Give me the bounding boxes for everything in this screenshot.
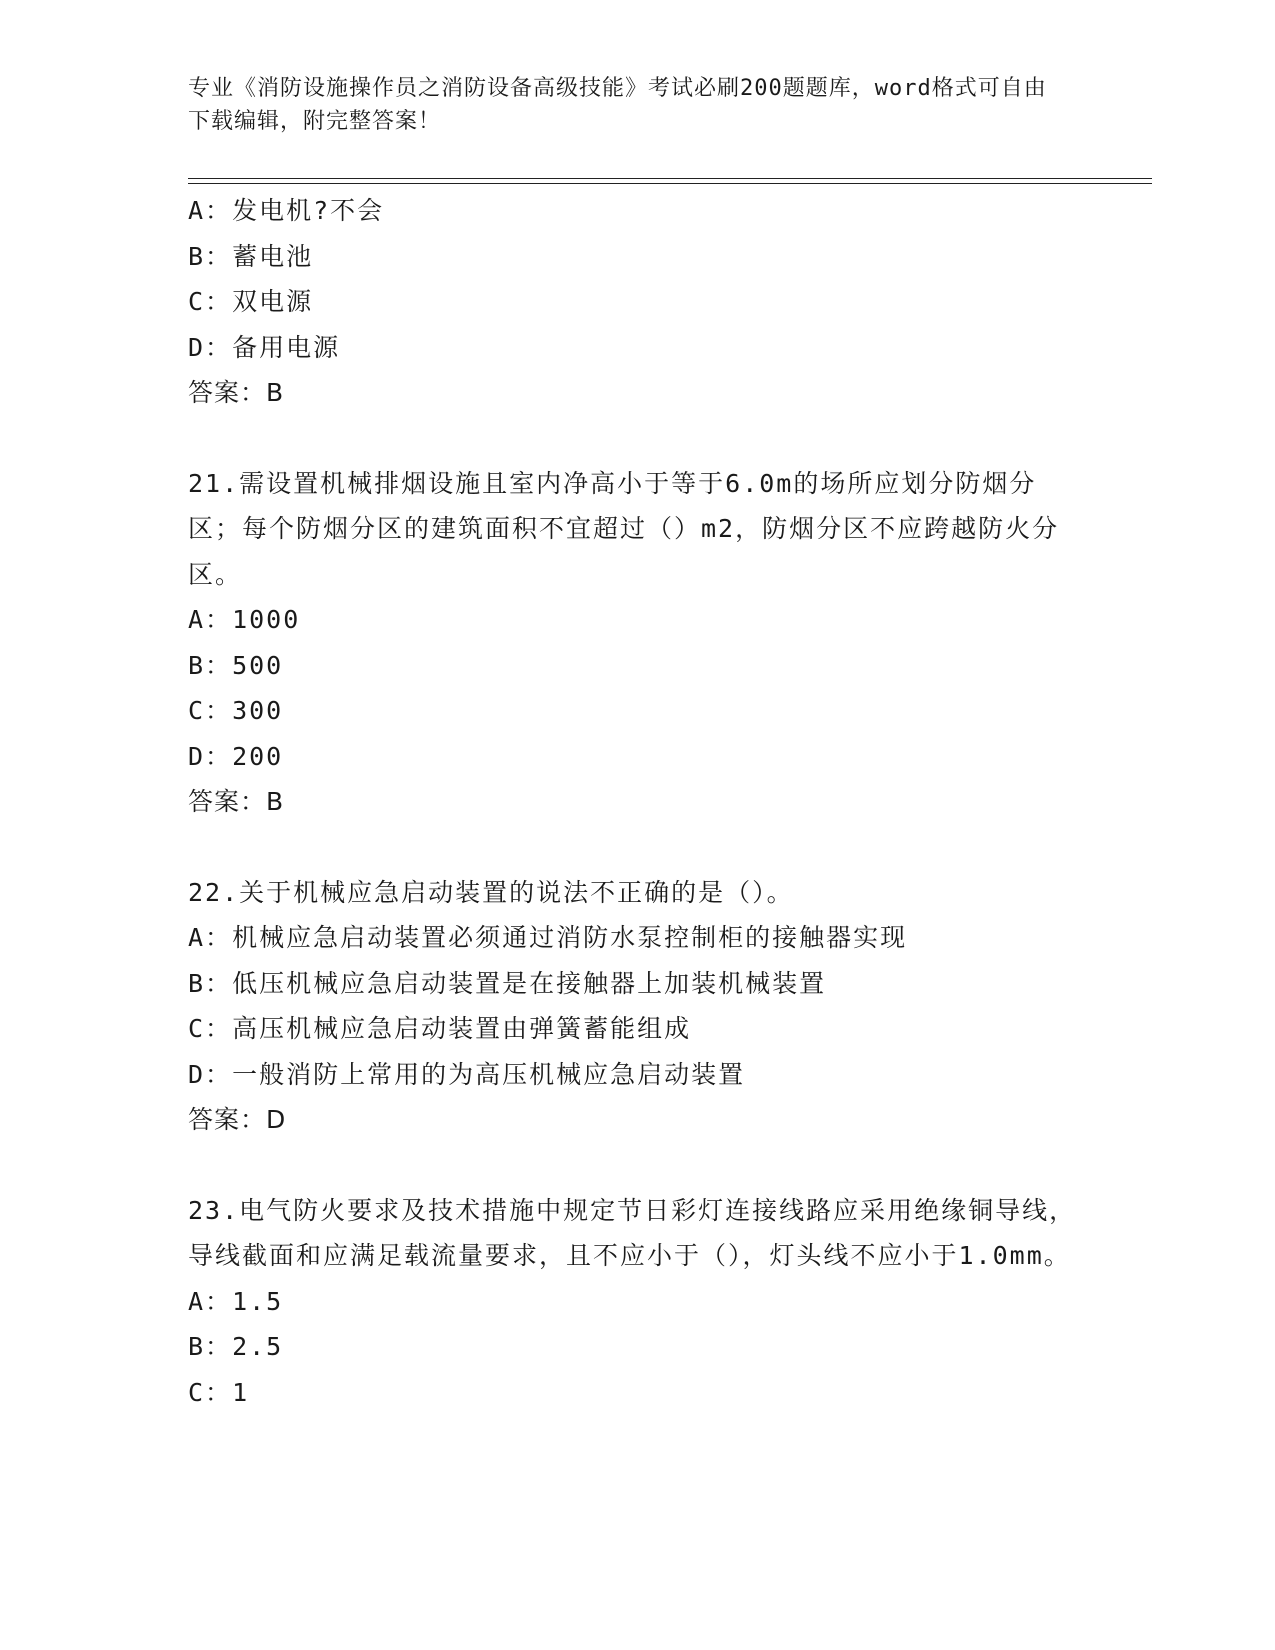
option-label: A： xyxy=(188,605,233,634)
option-label: D： xyxy=(188,332,233,362)
option-text: 一般消防上常用的为高压机械应急启动装置 xyxy=(232,1059,746,1089)
option-label: B： xyxy=(188,1332,233,1361)
document-header: 专业《消防设施操作员之消防设备高级技能》考试必刷200题题库，word格式可自由下载编辑，附完整答案！ xyxy=(188,76,1047,134)
question-20 xyxy=(188,188,1078,416)
option-label: B： xyxy=(188,968,233,998)
option-d xyxy=(188,325,1078,371)
option-text: 1 xyxy=(232,1377,250,1407)
option-text: 蓄电池 xyxy=(232,241,314,271)
option-label: C： xyxy=(188,287,233,316)
option-b xyxy=(188,961,1078,1007)
question-22 xyxy=(188,870,1078,1143)
option-text: 备用电源 xyxy=(232,332,341,362)
option-a xyxy=(188,915,1078,961)
option-c xyxy=(188,1370,1078,1416)
option-c xyxy=(188,688,1078,734)
option-label: A： xyxy=(188,923,233,952)
option-b xyxy=(188,1324,1078,1370)
spacer xyxy=(188,1143,1078,1188)
option-text: 300 xyxy=(232,696,284,725)
option-text: 高压机械应急启动装置由弹簧蓄能组成 xyxy=(232,1014,692,1043)
question-stem: 22.关于机械应急启动装置的说法不正确的是（）。 xyxy=(188,877,794,907)
header-rule-top xyxy=(188,178,1152,179)
option-text: 发电机?不会 xyxy=(232,196,385,225)
option-label: B： xyxy=(188,241,233,271)
option-d xyxy=(188,734,1078,780)
spacer xyxy=(188,416,1078,461)
option-text: 200 xyxy=(232,741,284,771)
option-label: C： xyxy=(188,696,233,725)
question-stem: 23.电气防火要求及技术措施中规定节日彩灯连接线路应采用绝缘铜导线，导线截面和应满足载流量要求，且不应小于（），灯头线不应小于1.0mm。 xyxy=(188,1195,1077,1270)
option-a xyxy=(188,597,1078,643)
spacer xyxy=(188,825,1078,870)
question-list xyxy=(188,188,1078,1415)
option-label: C： xyxy=(188,1377,233,1407)
option-c xyxy=(188,1006,1078,1052)
question-21 xyxy=(188,461,1078,825)
answer-line: 答案：D xyxy=(188,1105,287,1134)
answer-line: 答案：B xyxy=(188,787,285,816)
option-b xyxy=(188,234,1078,280)
question-23 xyxy=(188,1188,1078,1416)
option-label: B： xyxy=(188,650,233,680)
option-d xyxy=(188,1052,1078,1098)
option-text: 500 xyxy=(232,650,284,680)
option-text: 机械应急启动装置必须通过消防水泵控制柜的接触器实现 xyxy=(232,923,908,952)
option-label: A： xyxy=(188,196,233,225)
option-text: 1.5 xyxy=(232,1286,284,1316)
option-text: 1000 xyxy=(232,605,301,634)
option-label: D： xyxy=(188,1059,233,1089)
option-text: 低压机械应急启动装置是在接触器上加装机械装置 xyxy=(232,968,827,998)
option-a xyxy=(188,188,1078,234)
header-rule-bottom xyxy=(188,183,1152,184)
option-a xyxy=(188,1279,1078,1325)
option-text: 2.5 xyxy=(232,1332,284,1361)
option-label: D： xyxy=(188,741,233,771)
answer-line: 答案：B xyxy=(188,378,285,407)
option-c xyxy=(188,279,1078,325)
option-text: 双电源 xyxy=(232,287,314,316)
option-label: C： xyxy=(188,1014,233,1043)
option-b xyxy=(188,643,1078,689)
option-label: A： xyxy=(188,1286,233,1316)
question-stem: 21.需设置机械排烟设施且室内净高小于等于6.0m的场所应划分防烟分区；每个防烟分区的建筑面积不宜超过（）m2，防烟分区不应跨越防火分区。 xyxy=(188,468,1060,589)
